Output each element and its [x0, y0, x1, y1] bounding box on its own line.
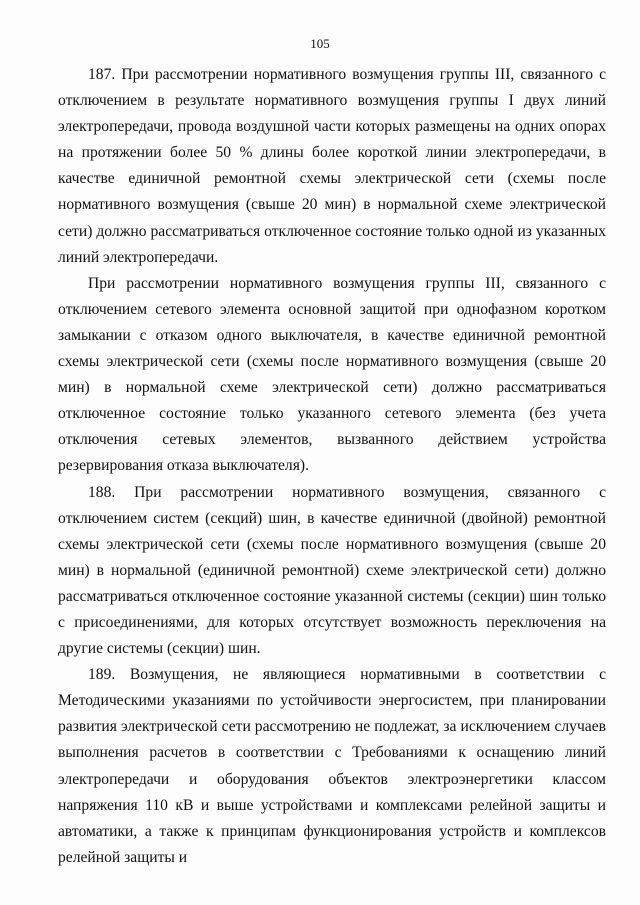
paragraph-187: 187. При рассмотрении нормативного возмущения группы III, связанного с отключением в результате нормативного возмущения группы I двух линий электропередачи, провода воздушной части которых размещены на одних опорах на протяжении более 50 % длины более короткой линии электропередачи, в качестве единичной ремонтной схемы электрической сети (схемы после нормативного возмущения (свыше 20 мин) в нормальной схеме электрической сети) должно рассматриваться отключенное состояние только одной из указанных линий электропередачи.	[58, 66, 606, 266]
body-text	[58, 62, 606, 871]
paragraph-188: 188. При рассмотрении нормативного возмущения, связанного с отключением систем (секций) шин, в качестве единичной (двойной) ремонтной схемы электрической сети (схемы после нормативного возмущения (свыше 20 мин) в нормальной (единичной ремонтной) схеме электрической сети) должно рассматриваться отключенное состояние указанной системы (секции) шин только с присоединениями, для которых отсутствует возможность переключения на другие системы (секции) шин.	[58, 483, 606, 658]
page-number: 105	[310, 36, 330, 51]
paragraph-189: 189. Возмущения, не являющиеся нормативными в соответствии с Методическими указаниями по устойчивости энергосистем, при планировании развития электрической сети рассмотрению не подлежат, за исключением случаев выполнения расчетов в соответствии с Требованиями к оснащению линий электропередачи и оборудования объектов электроэнергетики классом напряжения 110 кВ и выше устройствами и комплексами релейной защиты и автоматики, а также к принципам функционирования устройств и комплексов релейной защиты и	[58, 666, 606, 866]
paragraph-187-continued: При рассмотрении нормативного возмущения группы III, связанного с отключением сетевого элемента основной защитой при однофазном коротком замыкании с отказом одного выключателя, в качестве единичной ремонтной схемы электрической сети (схемы после нормативного возмущения (свыше 20 мин) в нормальной схеме электрической сети) должно рассматриваться отключенное состояние только указанного сетевого элемента (без учета отключения сетевых элементов, вызванного действием устройства резервирования отказа выключателя).	[58, 274, 606, 475]
